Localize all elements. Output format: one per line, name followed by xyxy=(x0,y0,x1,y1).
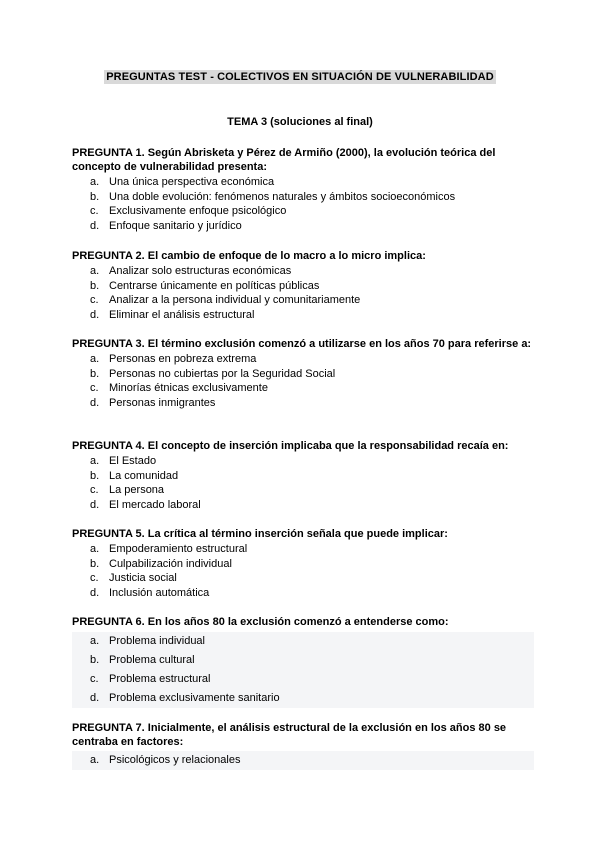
options-list xyxy=(72,175,534,233)
options-list xyxy=(72,454,534,512)
question-6 xyxy=(72,615,534,708)
option-c: c. Analizar a la persona individual y comunitariamente xyxy=(90,294,361,307)
option-b: b. Personas no cubiertas por la Seguridad Social xyxy=(90,367,336,380)
question-5 xyxy=(72,527,534,600)
options-list xyxy=(72,264,534,322)
option-b: b. Problema cultural xyxy=(72,651,534,670)
options-list xyxy=(72,542,534,600)
option-b: b. Centrarse únicamente en políticas públicas xyxy=(90,279,320,292)
option-b: b. Una doble evolución: fenómenos naturales y ámbitos socioeconómicos xyxy=(90,190,456,203)
option-a: a. Problema individual xyxy=(72,632,534,651)
option-a: a. El Estado xyxy=(90,455,157,467)
question-7 xyxy=(72,721,534,770)
question-text: PREGUNTA 4. El concepto de inserción implicaba que la responsabilidad recaía en: xyxy=(72,440,509,452)
question-text: PREGUNTA 6. En los años 80 la exclusión comenzó a entenderse como: xyxy=(72,616,449,628)
options-list xyxy=(72,751,534,770)
option-a: a. Psicológicos y relacionales xyxy=(72,751,534,770)
option-a: a. Una única perspectiva económica xyxy=(90,176,275,188)
option-a: a. Personas en pobreza extrema xyxy=(90,353,257,365)
document-subtitle: TEMA 3 (soluciones al final) xyxy=(227,116,373,128)
question-text: PREGUNTA 2. El cambio de enfoque de lo macro a lo micro implica: xyxy=(72,250,426,262)
option-d: d. El mercado laboral xyxy=(90,498,201,511)
option-c: c. Problema estructural xyxy=(72,670,534,689)
option-b: b. La comunidad xyxy=(90,469,179,482)
option-c: c. Minorías étnicas exclusivamente xyxy=(90,382,268,395)
options-list xyxy=(72,352,534,410)
document-title: PREGUNTAS TEST - COLECTIVOS EN SITUACIÓN DE VULNERABILIDAD xyxy=(106,71,494,83)
option-a: a. Analizar solo estructuras económicas xyxy=(90,265,292,277)
question-text: PREGUNTA 1. Según Abrisketa y Pérez de Armiño (2000), la evolución teórica del concepto de vulnerabilidad presenta: xyxy=(72,147,496,173)
option-d: d. Inclusión automática xyxy=(90,586,210,599)
option-d: d. Eliminar el análisis estructural xyxy=(90,308,255,321)
option-c: c. Exclusivamente enfoque psicológico xyxy=(90,205,287,218)
option-a: a. Empoderamiento estructural xyxy=(90,543,248,555)
question-1 xyxy=(72,146,534,233)
question-3 xyxy=(72,337,534,410)
option-c: c. La persona xyxy=(90,484,165,497)
option-b: b. Culpabilización individual xyxy=(90,557,232,570)
question-2 xyxy=(72,249,534,322)
options-list xyxy=(72,632,534,708)
option-d: d. Personas inmigrantes xyxy=(90,396,216,409)
question-text: PREGUNTA 5. La crítica al término inserción señala que puede implicar: xyxy=(72,528,448,540)
option-d: d. Problema exclusivamente sanitario xyxy=(72,689,534,708)
option-c: c. Justicia social xyxy=(90,572,177,585)
question-text: PREGUNTA 7. Inicialmente, el análisis estructural de la exclusión en los años 80 se centraba en factores: xyxy=(72,722,507,748)
option-d: d. Enfoque sanitario y jurídico xyxy=(90,219,242,232)
question-4 xyxy=(72,439,534,512)
question-text: PREGUNTA 3. El término exclusión comenzó a utilizarse en los años 70 para referirse a: xyxy=(72,338,532,350)
